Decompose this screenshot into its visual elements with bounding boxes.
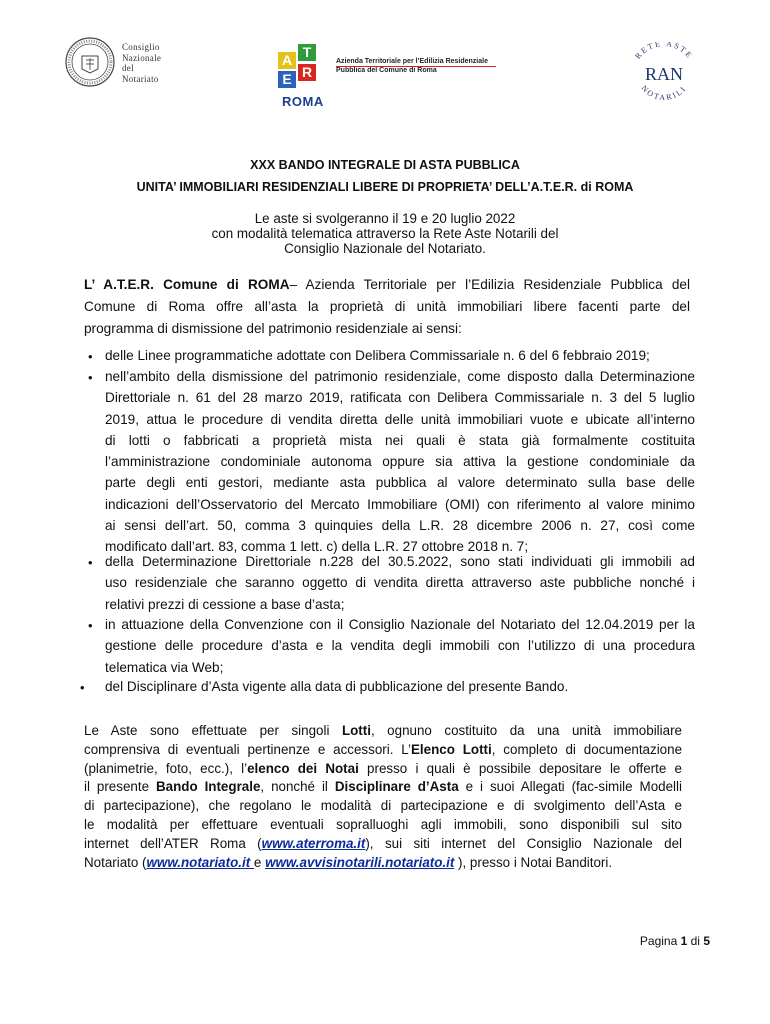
ater-divider	[336, 66, 496, 67]
ater-description: Azienda Territoriale per l’Edilizia Residenziale Pubblica del Comune di Roma	[336, 58, 488, 74]
lots-paragraph: Le Aste sono effettuate per singoli Lotti, ognuno costituito da una unità immobiliare comprensiva di eventuali pertinenze e accessori. L’Elenco Lotti, completo di documentazione (planimetrie, foto, ecc.), l’elenco dei Notai presso i quali è possibile depositare le offerte e il presente Bando Integrale, nonché il Disciplinare d’Asta e i suoi Allegati (fac-simile Modelli di partecipazione), che regolano le modalità di partecipazione e di svolgimento dell’Asta e le modalità per effettuare eventuali sopralluoghi agli immobili, sono disponibili sul sito internet dell’ATER Roma (www.aterroma.it), sui siti internet del Consiglio Nazionale del Notariato (www.notariato.it e www.avvisinotarili.notariato.it ), presso i Notai Banditori.	[84, 723, 683, 870]
list-item: del Disciplinare d’Asta vigente alla data di pubblicazione del presente Bando.	[105, 679, 569, 694]
intro-line-3: programma di dismissione del patrimonio residenziale ai sensi:	[84, 321, 462, 336]
bullet-dot-4: •	[88, 618, 93, 633]
ater-letter-e: E	[278, 71, 296, 88]
list-item: in attuazione della Convenzione con il Consiglio Nazionale del Notariato del 12.04.2019 per la gestione delle procedure d’asta e la vendita degli immobili con l’utilizzo di una procedura telematica via Web;	[105, 617, 695, 675]
bullet-dot-3: •	[88, 555, 93, 570]
ran-center-text: RAN	[644, 64, 684, 84]
ran-top-text: RETE ASTE	[633, 42, 695, 61]
svg-text:NOTARILI	[640, 84, 689, 102]
ran-seal-icon	[622, 42, 706, 104]
bullet-dot-2: •	[88, 370, 93, 385]
ran-bottom-text: NOTARILI	[639, 83, 689, 103]
aterroma-link[interactable]: www.aterroma.it	[261, 835, 366, 851]
bullet-dot-5: •	[80, 680, 85, 695]
intro-line-1: L’ A.T.E.R. Comune di ROMA– Azienda Territoriale per l’Edilizia Residenziale Pubblica del	[84, 277, 690, 292]
auction-dates: Le aste si svolgeranno il 19 e 20 luglio 2022 con modalità telematica attraverso la Rete Aste Notarili del Consiglio Nazionale del Notariato.	[211, 211, 559, 256]
ater-letter-t: T	[298, 44, 316, 61]
ater-logo	[278, 44, 508, 110]
ater-roma-label: ROMA	[282, 94, 324, 109]
intro-line-2: Comune di Roma offre all’asta la proprietà di unità immobiliari libere facenti parte del	[84, 299, 690, 314]
document-title: XXX BANDO INTEGRALE DI ASTA PUBBLICA	[250, 158, 520, 172]
page-number: Pagina 1 di 5	[639, 934, 710, 948]
cnn-seal-icon	[64, 36, 116, 88]
ater-letter-r: R	[298, 64, 316, 81]
bullet-dot-1: •	[88, 349, 93, 364]
ater-letter-a: A	[278, 52, 296, 69]
avvisinotarili-link[interactable]: www.avvisinotarili.notariato.it	[265, 854, 455, 870]
notariato-link[interactable]: www.notariato.it	[146, 854, 254, 870]
ran-logo	[622, 42, 706, 104]
cnn-wordmark: Consiglio Nazionale del Notariato	[122, 42, 162, 84]
cnn-logo	[64, 36, 184, 88]
list-item: della Determinazione Direttoriale n.228 del 30.5.2022, sono stati individuati gli immobili ad uso residenziale che saranno oggetto di vendita diretta attraverso aste pubbliche nonché i relativi prezzi di cessione a base d’asta;	[105, 554, 695, 612]
svg-text:RETE ASTE	[633, 42, 694, 61]
list-item: nell’ambito della dismissione del patrimonio residenziale, come disposto dalla Determinazione Direttoriale n. 61 del 28 marzo 2019, ratificata con Delibera Commissariale n. 3 del 5 luglio 2019, attua le procedure di vendita diretta delle unità immobiliari vuote e ubicate all’interno di lotti o fabbricati a proprietà mista nei quali è stata già formalmente costituita l’amministrazione condominiale autonoma oppure sia attiva la gestione condominiale da parte degli enti gestori, mediante asta pubblica al valore determinato sulla base delle indicazioni dell’Osservatorio del Mercato Immobiliare (OMI) con riferimento al valore minimo ai sensi dell’art. 50, comma 3 quinquies della L.R. 28 dicembre 2006 n. 27, così come modificato dall’art. 83, comma 1 lett. c) della L.R. 27 ottobre 2018 n. 7;	[105, 369, 695, 555]
document-subtitle: UNITA’ IMMOBILIARI RESIDENZIALI LIBERE DI PROPRIETA’ DELL’A.T.E.R. di ROMA	[136, 180, 634, 194]
list-item: delle Linee programmatiche adottate con Delibera Commissariale n. 6 del 6 febbraio 2019;	[105, 348, 650, 363]
